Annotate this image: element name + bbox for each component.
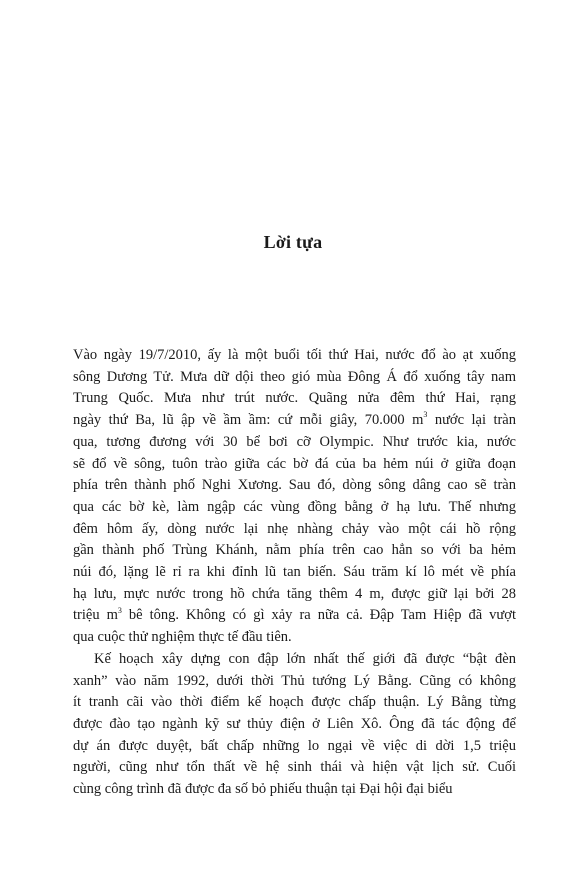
text-segment: qua, tương đương với 30 bể bơi cỡ Olympic. Như trước kia, nước [73,433,516,450]
body-text [73,345,516,801]
text-line [73,345,516,367]
text-line [73,757,516,779]
text-line [73,714,516,736]
text-line [73,519,516,541]
text-line [73,475,516,497]
text-segment: Vào ngày 19/7/2010, ấy là một buổi tối thứ Hai, nước đổ ào ạt xuống [73,347,516,363]
chapter-title: Lời tựa [263,232,323,252]
text-segment: núi đó, lặng lẽ rỉ ra khi đỉnh lũ tan biến. Sáu trăm kí lô mét về phía [73,564,516,581]
text-segment: đêm hôm ấy, dòng nước lại nhẹ nhàng chảy vào một cái hồ rộng [73,520,516,537]
text-line [73,736,516,758]
text-segment: bê tông. Không có gì xảy ra nữa cả. Đập Tam Hiệp đã vượt [121,607,516,624]
text-segment: qua các bờ kè, làm ngập các vùng đồng bằng ở hạ lưu. Thế nhưng [73,498,516,515]
text-segment: người, cũng như tổn thất về hệ sinh thái và hiện vật lịch sử. Cuối [73,759,516,776]
superscript: 3 [117,605,122,615]
text-line [73,367,516,389]
paragraph [73,649,516,801]
text-segment: xanh” vào năm 1992, dưới thời Thủ tướng Lý Bằng. Cũng có không [73,672,516,689]
text-line [73,671,516,693]
text-segment: sẽ đổ về sông, tuôn trào giữa các bờ đá của ba hẻm núi ở giữa đoạn [73,455,516,472]
text-segment: qua cuộc thử nghiệm thực tế đầu tiên. [73,629,292,646]
text-line [73,584,516,606]
text-segment: gần thành phố Trùng Khánh, nằm phía trên cao hẳn so với ba hẻm [73,542,516,559]
text-line [73,649,516,671]
text-segment: phía trên thành phố Nghi Xương. Sau đó, dòng sông dâng cao sẽ tràn [73,477,516,494]
text-segment: Trung Quốc. Mưa như trút nước. Quãng nửa đêm thứ Hai, rạng [73,390,516,407]
text-line [73,497,516,519]
text-line [73,627,516,649]
text-line [73,540,516,562]
text-line [73,388,516,410]
paragraph [73,345,516,649]
text-segment: được đào tạo ngành kỹ sư thủy điện ở Liên Xô. Ông đã tác động để [73,715,516,732]
superscript: 3 [423,410,428,420]
text-line [73,432,516,454]
text-line [73,454,516,476]
text-segment: triệu m [73,607,118,624]
text-segment: cùng công trình đã được đa số bỏ phiếu thuận tại Đại hội đại biểu [73,781,453,798]
text-line [73,562,516,584]
text-segment: ngày thứ Ba, lũ ập về ầm ầm: cứ mỗi giây, 70.000 m [73,412,424,429]
text-segment: hạ lưu, mực nước trong hồ chứa tăng thêm 4 m, được giữ lại bởi 28 [73,585,516,602]
text-segment: ít tranh cãi vào thời điểm kế hoạch được chấp thuận. Lý Bằng từng [73,694,516,711]
text-line [73,779,516,801]
text-line [73,605,516,627]
text-line [73,410,516,432]
text-segment: dự án được duyệt, bất chấp những lo ngại về việc di dời 1,5 triệu [73,737,516,754]
text-segment: Kế hoạch xây dựng con đập lớn nhất thế giới đã được “bật đèn [94,650,516,667]
text-segment: sông Dương Tử. Mưa dữ dội theo gió mùa Đông Á đổ xuống tây nam [73,368,516,385]
text-segment: nước lại tràn [427,412,516,429]
text-line [73,692,516,714]
